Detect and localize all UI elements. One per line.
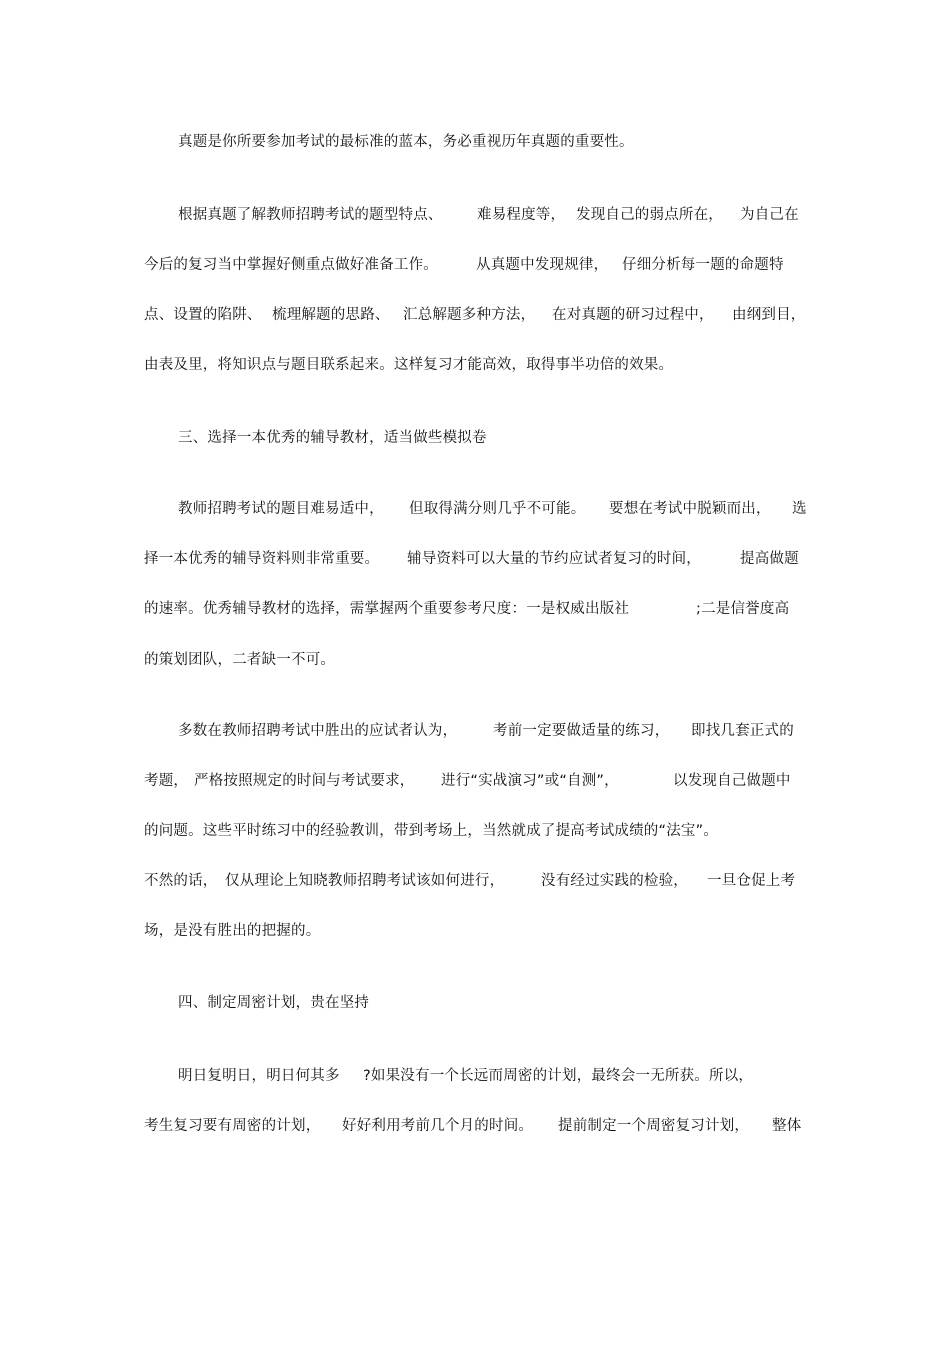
text-segment: 仅从理论上知晓教师招聘考试该如何进行，: [225, 873, 505, 889]
text-segment: 难易程度等，: [477, 207, 566, 223]
text-segment: 严格按照规定的时间与考试要求，: [194, 773, 415, 789]
text-line: [144, 355, 804, 415]
text-line: [178, 132, 798, 192]
text-segment: 根据真题了解教师招聘考试的题型特点、: [178, 207, 443, 223]
text-segment: 的速率。优秀辅导教材的选择，需掌握两个重要参考尺度：一是权威出版社: [144, 601, 630, 617]
text-segment: 的策划团队，二者缺一不可。: [144, 652, 336, 668]
text-segment: 以发现自己做题中: [673, 773, 791, 789]
text-segment: 真题是你所要参加考试的最标准的蓝本，务必重视历年真题的重要性。: [178, 134, 634, 150]
text-segment: 一旦仓促上考: [707, 873, 796, 889]
text-segment: 考题，: [144, 773, 189, 789]
text-segment: 汇总解题多种方法，: [403, 307, 536, 323]
text-segment: 即找几套正式的: [691, 723, 794, 739]
text-segment: 不然的话，: [144, 873, 218, 889]
text-segment: 四、制定周密计划，贵在坚持: [178, 995, 370, 1011]
text-segment: 的问题。这些平时练习中的经验教训，带到考场上，当然就成了提高考试成绩的“法宝”。: [144, 823, 719, 839]
text-segment: 从真题中发现规律，: [476, 257, 609, 273]
section-heading: [178, 993, 478, 1053]
text-segment: 择一本优秀的辅导资料则非常重要。: [144, 551, 380, 567]
text-segment: 三、选择一本优秀的辅导教材，适当做些模拟卷: [178, 430, 487, 446]
text-segment: 今后的复习当中掌握好侧重点做好准备工作。: [144, 257, 438, 273]
text-segment: 明日复明日，明日何其多: [178, 1068, 340, 1084]
section-heading: [178, 428, 578, 488]
text-segment: 好好利用考前几个月的时间。: [342, 1118, 534, 1134]
text-segment: 由表及里，将知识点与题目联系起来。这样复习才能高效，取得事半功倍的效果。: [144, 357, 674, 373]
text-segment: 进行“实战演习”或“自测”，: [441, 773, 619, 789]
text-segment: ;二是信誉度高: [696, 601, 790, 617]
text-segment: 辅导资料可以大量的节约应试者复习的时间，: [407, 551, 701, 567]
text-segment: 点、设置的陷阱、: [144, 307, 262, 323]
text-segment: 教师招聘考试的题目难易适中，: [178, 501, 384, 517]
text-line: [144, 650, 444, 710]
text-segment: 由纲到目，: [732, 307, 806, 323]
text-segment: 发现自己的弱点所在，: [576, 207, 723, 223]
text-segment: 提前制定一个周密复习计划，: [558, 1118, 750, 1134]
text-line: [144, 1116, 809, 1236]
text-segment: 多数在教师招聘考试中胜出的应试者认为，: [178, 723, 458, 739]
text-segment: 梳理解题的思路、: [272, 307, 390, 323]
text-segment: 在对真题的研习过程中，: [552, 307, 714, 323]
text-segment: 但取得满分则几乎不可能。: [409, 501, 586, 517]
text-segment: 选: [792, 501, 807, 517]
text-segment: 提高做题: [740, 551, 799, 567]
text-line: [144, 921, 444, 981]
text-segment: 仔细分析每一题的命题特: [622, 257, 784, 273]
text-segment: 考生复习要有周密的计划，: [144, 1118, 321, 1134]
text-segment: 要想在考试中脱颖而出，: [609, 501, 771, 517]
text-segment: 考前一定要做适量的练习，: [493, 723, 670, 739]
text-segment: ?如果没有一个长远而周密的计划，最终会一无所获。所以，: [363, 1068, 754, 1084]
text-segment: 整体: [772, 1118, 802, 1134]
text-segment: 没有经过实践的检验，: [541, 873, 688, 889]
text-segment: 为自己在: [740, 207, 799, 223]
text-segment: 场，是没有胜出的把握的。: [144, 923, 321, 939]
